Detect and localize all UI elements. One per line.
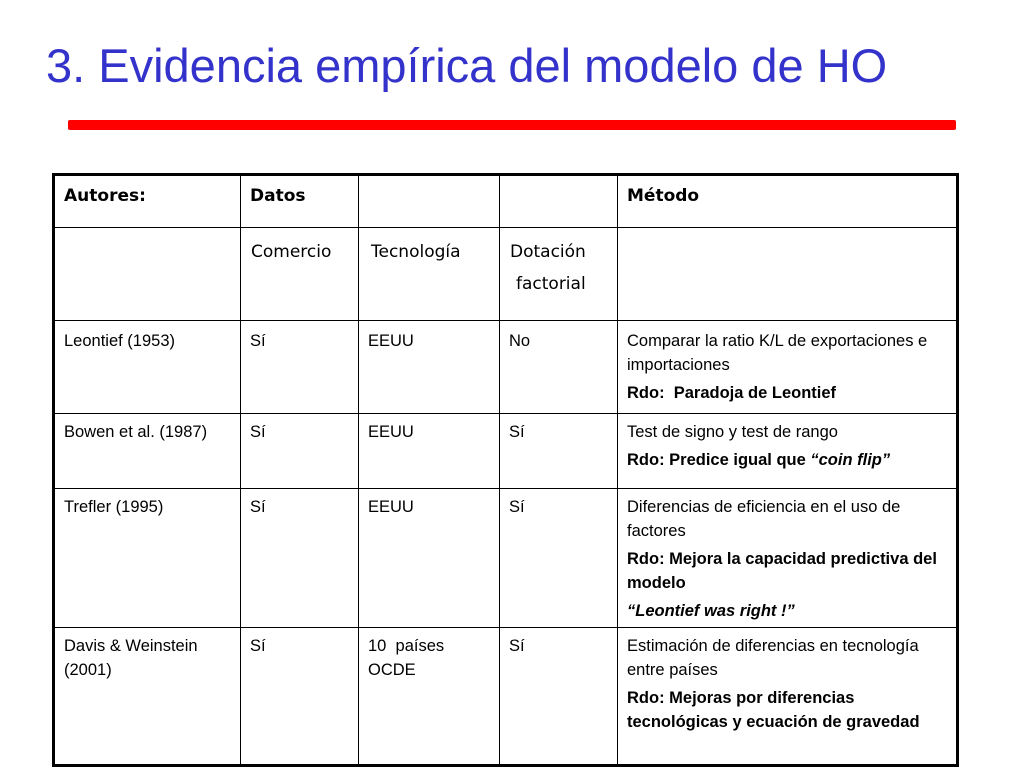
slide-title: 3. Evidencia empírica del modelo de HO (46, 39, 888, 92)
cell-dotacion: No (500, 321, 618, 414)
cell-autores: Leontief (1953) (54, 321, 241, 414)
cell-dotacion: Sí (500, 489, 618, 628)
header-autores: Autores: (54, 175, 241, 228)
cell-metodo (618, 628, 958, 766)
metodo-result: Rdo: Mejora la capacidad predictiva del modelo (627, 550, 937, 592)
metodo-description: Test de signo y test de rango (627, 423, 838, 441)
cell-comercio: Sí (241, 321, 359, 414)
cell-comercio: Sí (241, 628, 359, 766)
title-underline (68, 120, 956, 130)
cell-tecnologia: EEUU (359, 414, 500, 489)
cell-metodo (618, 321, 958, 414)
result-text: Rdo: Predice igual que (627, 451, 811, 469)
metodo-description: Comparar la ratio K/L de exportaciones e importaciones (627, 332, 928, 374)
evidence-table (52, 173, 959, 767)
metodo-result (627, 381, 948, 405)
cell-tecnologia: EEUU (359, 489, 500, 628)
cell-comercio: Sí (241, 414, 359, 489)
result-text: Paradoja de Leontief (673, 384, 837, 402)
subheader-tecnologia: Tecnología (359, 228, 500, 321)
metodo-description: Diferencias de eficiencia en el uso de factores (627, 498, 901, 540)
table-row (54, 628, 958, 766)
cell-tecnologia: 10 países OCDE (359, 628, 500, 766)
table-row (54, 321, 958, 414)
header-empty-2 (500, 175, 618, 228)
subheader-comercio: Comercio (241, 228, 359, 321)
subheader-dotacion (500, 228, 618, 321)
subheader-dotacion-line2: factorial (516, 274, 586, 294)
header-datos: Datos (241, 175, 359, 228)
metodo-result: Rdo: Mejoras por diferencias tecnológicas y ecuación de gravedad (627, 689, 920, 731)
subheader-empty (54, 228, 241, 321)
metodo-result (627, 448, 948, 472)
cell-dotacion: Sí (500, 414, 618, 489)
cell-autores: Bowen et al. (1987) (54, 414, 241, 489)
cell-metodo (618, 489, 958, 628)
cell-comercio: Sí (241, 489, 359, 628)
header-metodo: Método (618, 175, 958, 228)
cell-dotacion: Sí (500, 628, 618, 766)
table-header-row (54, 175, 958, 228)
metodo-description: Estimación de diferencias en tecnología entre países (627, 637, 919, 679)
table-row (54, 489, 958, 628)
table-subheader-row (54, 228, 958, 321)
subheader-dotacion-line1: Dotación (510, 242, 586, 262)
cell-tecnologia: EEUU (359, 321, 500, 414)
table-row (54, 414, 958, 489)
result-italic: “coin flip” (810, 451, 891, 469)
metodo-quote: “Leontief was right !” (627, 602, 795, 620)
result-label: Rdo: (627, 384, 674, 402)
cell-metodo (618, 414, 958, 489)
header-empty-1 (359, 175, 500, 228)
subheader-metodo-empty (618, 228, 958, 321)
cell-autores: Trefler (1995) (54, 489, 241, 628)
cell-autores: Davis & Weinstein (2001) (54, 628, 241, 766)
